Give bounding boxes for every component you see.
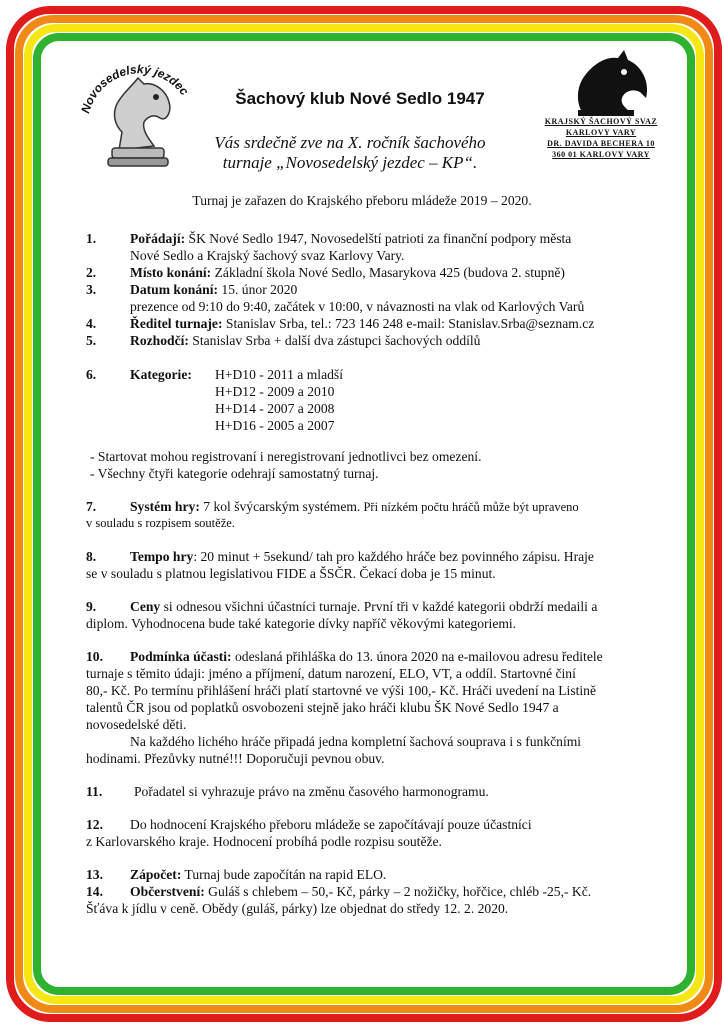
- item-number: 5.: [86, 333, 97, 348]
- item-conditions-line: hodinami. Přezůvky nutné!!! Doporučuji pevnou obuv.: [86, 751, 385, 766]
- item-number: 7.: [86, 499, 97, 514]
- item-refreshments: Občerstvení: Guláš s chlebem – 50,- Kč, párky – 2 nožičky, hořčice, chléb -25,- Kč.: [130, 884, 592, 899]
- item-tempo: Tempo hry: 20 minut + 5sekund/ tah pro každého hráče bez povinného zápisu. Hraje: [130, 549, 594, 564]
- item-rating: Zápočet: Turnaj bude započítán na rapid ELO.: [130, 867, 387, 882]
- knight-head-icon: [115, 78, 170, 150]
- logo-arc-text: Novosedelský jezdec: [78, 62, 192, 115]
- note-registration: - Startovat mohou registrovaní i neregistrovaní jednotlivci bez omezení.: [90, 449, 482, 464]
- item-conditions-line: 80,- Kč. Po termínu přihlášení hráči platí startovné ve výši 100,- Kč. Hráči uvedení na Listině: [86, 683, 597, 698]
- item-conditions-line: novosedelské děti.: [86, 717, 187, 732]
- svaz-line-1: KRAJSKÝ ŠACHOVÝ SVAZ: [544, 117, 658, 126]
- item-prizes-cont: diplom. Vyhodnocena bude také kategorie dívky napříč věkovými kategoriemi.: [86, 616, 517, 631]
- category-row: H+D12 - 2009 a 2010: [215, 384, 335, 399]
- item-organizers: Pořádají: ŠK Nové Sedlo 1947, Novosedelští patrioti za finanční podpory města: [130, 231, 572, 246]
- item-refreshments-cont: Šťáva k jídlu v ceně. Obědy (guláš, párky) lze objednat do středy 12. 2. 2020.: [86, 901, 509, 916]
- item-conditions-line: turnaje s těmito údaji: jméno a příjmení, datum narození, ELO, VT, a oddíl. Startovné činí: [86, 666, 576, 681]
- item-number: 8.: [86, 549, 97, 564]
- item-tempo-cont: se v souladu s platnou legislativou FIDE a ŠSČR. Čekací doba je 15 minut.: [86, 566, 496, 581]
- item-number: 9.: [86, 599, 97, 614]
- item-number: 12.: [86, 817, 103, 832]
- item-date: Datum konání: 15. únor 2020: [130, 282, 298, 297]
- item-number: 4.: [86, 316, 97, 331]
- item-number: 2.: [86, 265, 97, 280]
- invitation-line-2: turnaje „Novosedelský jezdec – KP“.: [222, 153, 478, 172]
- item-schedule-change: Pořadatel si vyhrazuje právo na změnu časového harmonogramu.: [134, 784, 489, 799]
- intro-text: Turnaj je zařazen do Krajského přeboru mládeže 2019 – 2020.: [192, 193, 532, 208]
- svaz-line-3: DR. DAVIDA BECHERA 10: [547, 139, 655, 148]
- item-director: Ředitel turnaje: Stanislav Srba, tel.: 723 146 248 e-mail: Stanislav.Srba@seznam.cz: [130, 316, 595, 331]
- item-number: 13.: [86, 867, 103, 882]
- invitation-text: [180, 133, 520, 173]
- invitation-line-1: Vás srdečně zve na X. ročník šachového: [214, 133, 486, 152]
- item-number: 3.: [86, 282, 97, 297]
- item-conditions: Podmínka účasti: odeslaná přihláška do 13. února 2020 na e-mailovou adresu ředitele: [130, 649, 603, 664]
- item-conditions-line: Na každého lichého hráče připadá jedna kompletní šachová souprava i s funkčními: [130, 734, 582, 749]
- item-venue: Místo konání: Základní škola Nové Sedlo, Masarykova 425 (budova 2. stupně): [130, 265, 565, 280]
- item-system: Systém hry: 7 kol švýcarským systémem. Při nízkém počtu hráčů může být upraveno: [130, 499, 579, 514]
- item-conditions-line: talentů ČR jsou od poplatků osvobozeni stejně jako hráči klubu ŠK Nové Sedlo 1947 a: [86, 700, 559, 715]
- item-number: 10.: [86, 649, 103, 664]
- category-row: H+D10 - 2011 a mladší: [215, 367, 343, 382]
- svaz-line-4: 360 01 KARLOVY VARY: [552, 150, 650, 159]
- club-title: Šachový klub Nové Sedlo 1947: [235, 89, 485, 108]
- category-row: H+D14 - 2007 a 2008: [215, 401, 335, 416]
- svaz-line-2: KARLOVY VARY: [565, 128, 637, 137]
- item-number: 11.: [86, 784, 103, 799]
- note-separate: - Všechny čtyři kategorie odehrají samostatný turnaj.: [90, 466, 379, 481]
- item-number: 14.: [86, 884, 103, 899]
- item-number: 6.: [86, 367, 97, 382]
- item-categories-label: Kategorie:: [130, 367, 192, 382]
- item-prizes: Ceny si odnesou všichni účastníci turnaje. První tři v každé kategorii obdrží medaili a: [130, 599, 598, 614]
- item-organizers-cont: Nové Sedlo a Krajský šachový svaz Karlovy Vary.: [130, 248, 405, 263]
- item-evaluation-cont: z Karlovarského kraje. Hodnocení probíhá podle rozpisu soutěže.: [86, 834, 442, 849]
- item-referees: Rozhodčí: Stanislav Srba + další dva zástupci šachových oddílů: [130, 333, 481, 348]
- item-evaluation: Do hodnocení Krajského přeboru mládeže se započítávají pouze účastníci: [130, 817, 532, 832]
- item-date-cont: prezence od 9:10 do 9:40, začátek v 10:00, v návaznosti na vlak od Karlových Varů: [130, 299, 585, 314]
- item-number: 1.: [86, 231, 97, 246]
- category-row: H+D16 - 2005 a 2007: [215, 418, 335, 433]
- item-system-cont: v souladu s rozpisem soutěže.: [86, 516, 235, 530]
- svaz-address: [526, 116, 676, 160]
